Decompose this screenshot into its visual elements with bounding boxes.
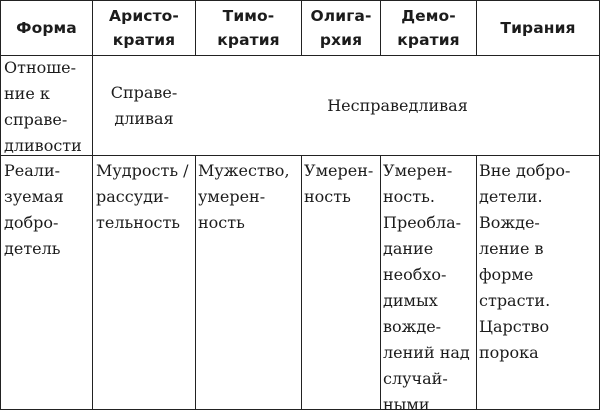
col-divider-1 xyxy=(92,0,93,410)
virtue-oligarchy: Умерен- ность xyxy=(304,161,374,206)
virtue-democracy: Умерен- ность. Преобла- дание необхо- димых вожде- лений над случай- ными xyxy=(383,161,470,414)
row-virtue-label: Реали- зуемая добро- детель xyxy=(4,161,64,258)
header-tyranny: Тирания xyxy=(500,19,576,37)
justice-others: Несправедливая xyxy=(327,96,468,115)
col-divider-3-lower xyxy=(301,155,302,410)
header-democracy: Демо- кратия xyxy=(397,7,460,49)
header-form: Форма xyxy=(16,19,77,37)
virtue-aristocracy: Мудрость / рассуди- тельность xyxy=(96,161,189,232)
col-divider-4-lower xyxy=(380,155,381,410)
col-divider-5-lower xyxy=(476,155,477,410)
virtue-tyranny: Вне добро- детели. Вожде- ление в форме страсти. Царство порока xyxy=(479,161,571,362)
table-left-border xyxy=(0,0,1,410)
table-top-border xyxy=(0,0,600,1)
virtue-timocracy: Мужество, умерен- ность xyxy=(198,161,290,232)
header-timocracy: Тимо- кратия xyxy=(217,7,280,49)
header-oligarchy: Олига- рхия xyxy=(310,7,372,49)
col-divider-2-lower xyxy=(195,155,196,410)
header-aristocracy: Аристо- кратия xyxy=(109,7,179,49)
row-justice-label: Отноше- ние к справе- дливости xyxy=(4,58,82,155)
justice-aristocracy: Справе- дливая xyxy=(110,83,178,128)
